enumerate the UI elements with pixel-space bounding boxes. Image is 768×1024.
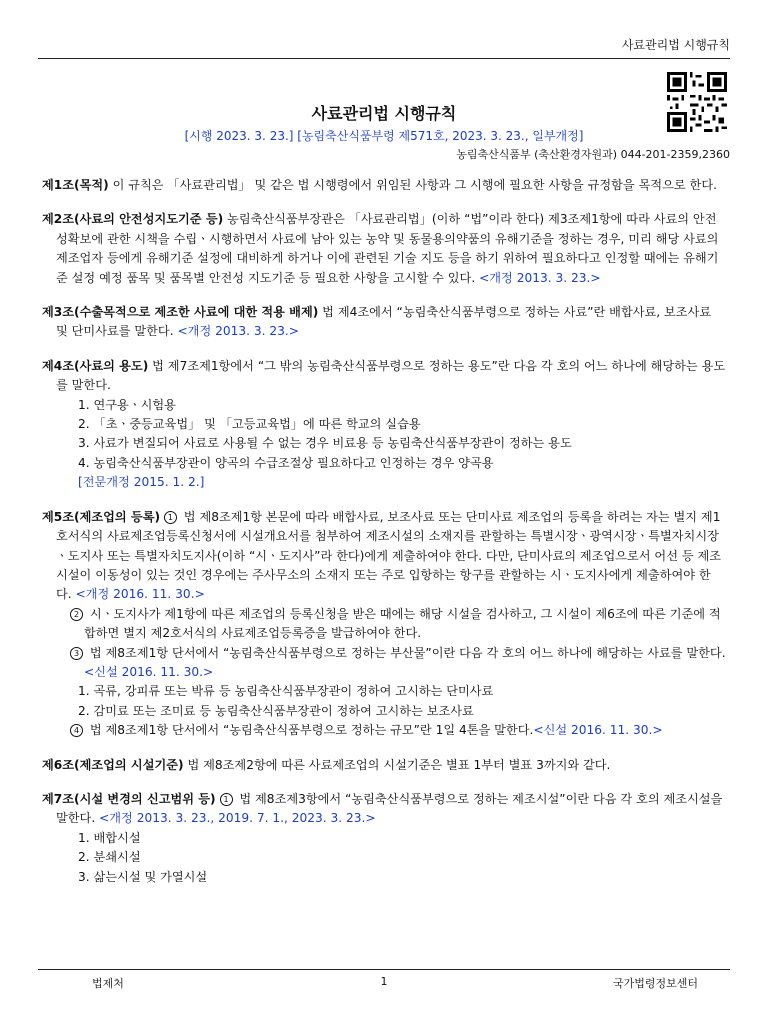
- article-heading: 제4조(사료의 용도): [42, 358, 149, 373]
- list-item: 3. 사료가 변질되어 사료로 사용될 수 없는 경우 비료용 등 농림축산식품부장관이 정하는 용도: [78, 436, 572, 451]
- document-title: 사료관리법 시행규칙: [311, 104, 457, 123]
- paragraph-text: 법 제8조제1항 단서에서 “농림축산식품부령으로 정하는 부산물”이란 다음 각 호의 어느 하나에 해당하는 사료를 말한다.: [86, 645, 726, 660]
- header-divider: [38, 58, 730, 59]
- article-heading: 제6조(제조업의 시설기준): [42, 757, 184, 772]
- amendment-note[interactable]: <신설 2016. 11. 30.>: [533, 723, 663, 738]
- paragraph-text: 시ㆍ도지사가 제1항에 따른 제조업의 등록신청을 받은 때에는 해당 시설을 검사하고, 그 시설이 제6조에 따른 기준에 적합하면 별지 제2호서식의 사료제조업등록증을 발급하여야 한다.: [84, 606, 721, 641]
- article-text: 법 제7조제1항에서 “그 밖의 농림축산식품부령으로 정하는 용도”란 다음 각 호의 어느 하나에 해당하는 용도를 말한다.: [56, 358, 726, 393]
- paragraph-2: [74, 605, 726, 644]
- footer-source: 법제처: [92, 977, 124, 990]
- paragraph-number-1: 1: [164, 511, 177, 524]
- article-text: 법 제8조제1항 본문에 따라 배합사료, 보조사료 또는 단미사료 제조업의 등록을 하려는 자는 별지 제1호서식의 사료제조업등록신청서에 시설개요서를 첨부하여 제조시설의 소재지를 관할하는 특별시장ㆍ광역시장ㆍ특별자치시장ㆍ도지사 또는 특별자치도지사(이하 “시ㆍ도지사”라 한다)에게 제출하여야 한다. 다만, 단미사료의 제조업으로서 어선 등 제조시설이 이동성이 있는 것인 경우에는 주사무소의 소재지 또는 주로 입항하는 항구를 관할하는 시ㆍ도지사에게 제출하여야 한다.: [56, 509, 722, 602]
- paragraph-number-4: 4: [70, 724, 83, 737]
- amendment-note[interactable]: <개정 2013. 3. 23., 2019. 7. 1., 2023. 3. 23.>: [95, 811, 376, 826]
- article-4: [42, 357, 726, 493]
- amendment-note[interactable]: [전문개정 2015. 1. 2.]: [78, 475, 205, 490]
- page-number: 1: [380, 975, 388, 988]
- amendment-note[interactable]: <개정 2013. 3. 23.>: [475, 270, 601, 285]
- list-item: 2. 분쇄시설: [78, 850, 141, 865]
- paragraph-number-3: 3: [70, 647, 83, 660]
- list-item: 1. 곡류, 강피류 또는 박류 등 농림축산식품부장관이 정하여 고시하는 단미사료: [78, 684, 494, 699]
- article-text: 이 규칙은 「사료관리법」 및 같은 법 시행령에서 위임된 사항과 그 시행에 필요한 사항을 규정함을 목적으로 한다.: [108, 178, 717, 192]
- list-item: 3. 삶는시설 및 가열시설: [78, 869, 208, 884]
- amendment-note[interactable]: <개정 2016. 11. 30.>: [71, 587, 205, 602]
- article-heading: 제2조(사료의 안전성지도기준 등): [42, 212, 224, 227]
- article-text: 법 제4조에서 “농림축산식품부령으로 정하는 사료”란 배합사료, 보조사료 및 단미사료를 말한다.: [56, 305, 712, 339]
- list-item: 2. 감미료 또는 조미료 등 농림축산식품부장관이 정하여 고시하는 보조사료: [78, 703, 474, 718]
- ministry-contact: 농림축산식품부 (축산환경자원과) 044-201-2359,2360: [456, 148, 730, 161]
- document-body: [42, 176, 726, 902]
- article-heading: 제7조(시설 변경의 신고범위 등): [42, 791, 216, 806]
- article-heading: 제1조(목적): [42, 178, 109, 192]
- article-6: [42, 756, 726, 775]
- list-item: 1. 연구용ㆍ시험용: [78, 397, 176, 412]
- list-item: 1. 배합시설: [78, 830, 141, 845]
- article-text: 농림축산식품부장관은 「사료관리법」(이하 “법”이라 한다) 제3조제1항에 따라 사료의 안전성확보에 관한 시책을 수립ㆍ시행하면서 사료에 남아 있는 농약 및 동물용의약품의 유해기준을 정하는 경우, 미리 해당 사료의 제조업자 등에게 유해기준 설정에 대비하게 하거나 이에 관련된 기술 지도 등을 하기 위하여 필요하다고 인정할 때에는 유해기준 설정 예정 품목 및 품목별 안전성 지도기준 등 필요한 사항을 고시할 수 있다.: [56, 212, 719, 285]
- article-heading: 제3조(수출목적으로 제조한 사료에 대한 적용 배제): [42, 305, 319, 320]
- article-1: [42, 176, 726, 195]
- article-heading: 제5조(제조업의 등록): [42, 509, 161, 524]
- article-3: [42, 303, 726, 342]
- paragraph-number-1: 1: [220, 793, 233, 806]
- footer-divider: [38, 969, 730, 970]
- paragraph-number-2: 2: [70, 608, 83, 621]
- running-header: 사료관리법 시행규칙: [621, 38, 730, 52]
- article-5: [42, 508, 726, 741]
- amendment-note[interactable]: <개정 2013. 3. 23.>: [173, 324, 299, 339]
- paragraph-3: [74, 644, 726, 683]
- footer-publisher: 국가법령정보센터: [612, 977, 698, 990]
- paragraph-4: [74, 721, 726, 740]
- article-text: 법 제8조제2항에 따른 사료제조업의 시설기준은 별표 1부터 별표 3까지와 같다.: [183, 757, 611, 772]
- amendment-note[interactable]: <신설 2016. 11. 30.>: [84, 664, 214, 679]
- list-item: 4. 농림축산식품부장관이 양곡의 수급조절상 필요하다고 인정하는 경우 양곡용: [78, 455, 494, 470]
- article-7: [42, 790, 726, 887]
- list-item: 2. 「초ㆍ중등교육법」 및 「고등교육법」에 따른 학교의 실습용: [78, 417, 421, 432]
- paragraph-text: 법 제8조제1항 단서에서 “농림축산식품부령으로 정하는 규모”란 1일 4톤을 말한다.: [86, 723, 534, 738]
- article-text: 법 제8조제3항에서 “농림축산식품부령으로 정하는 제조시설”이란 다음 각 호의 제조시설을 말한다.: [56, 791, 723, 826]
- article-2: [42, 210, 726, 288]
- enforcement-info[interactable]: [시행 2023. 3. 23.] [농림축산식품부령 제571호, 2023. 3. 23., 일부개정]: [184, 129, 584, 143]
